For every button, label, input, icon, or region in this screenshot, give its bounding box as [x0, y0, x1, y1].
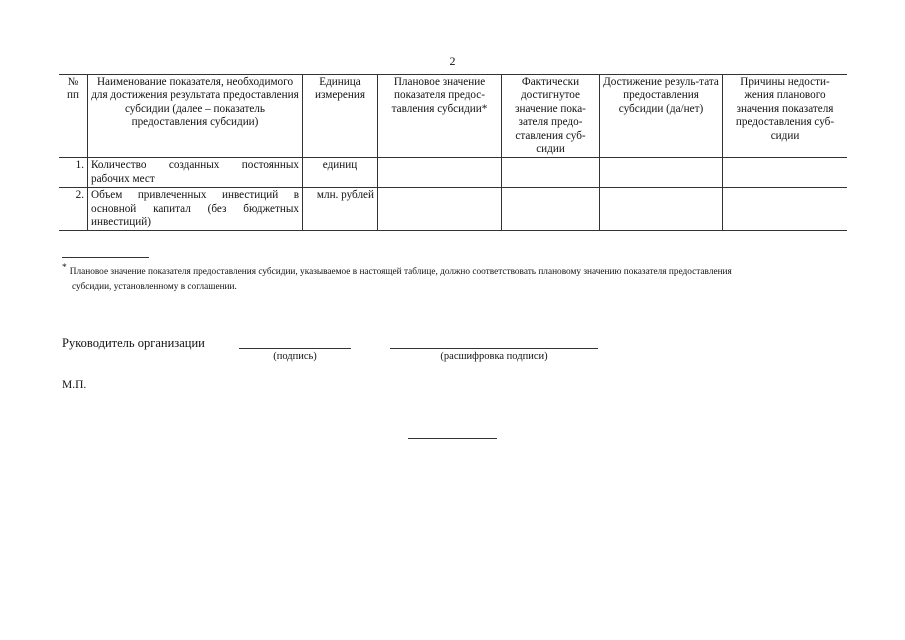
page-number: 2 [449, 54, 456, 68]
row-indicator-name: Объем привлеченных инвестиций в основной капитал (без бюджетных инвестиций) [88, 188, 303, 231]
header-reasons: Причины недости-жения планового значения показателя предоставления суб-сидии [723, 75, 848, 158]
row-unit: млн. рублей [303, 188, 378, 231]
header-planned-value: Плановое значение показателя предос-тавления субсидии* [378, 75, 502, 158]
signature-decoding-line[interactable] [390, 348, 598, 349]
row-achievement[interactable] [600, 158, 723, 188]
header-actual-value: Фактически достигнутое значение пока-зателя предо-ставления суб-сидии [502, 75, 600, 158]
table-row [59, 188, 847, 231]
table-header-row [59, 75, 847, 158]
row-actual-value[interactable] [502, 188, 600, 231]
footnote [62, 261, 852, 295]
footnote-separator [62, 257, 149, 258]
row-indicator-name: Количество созданных постоянных рабочих мест [88, 158, 303, 188]
footnote-text-line2: субсидии, установленному в соглашении. [72, 282, 237, 293]
row-reasons[interactable] [723, 188, 848, 231]
signature-line[interactable] [239, 348, 351, 349]
row-number: 2. [59, 188, 88, 231]
table-row [59, 158, 847, 188]
footnote-mark: * [62, 263, 67, 273]
signature-decoding-caption: (расшифровка подписи) [440, 351, 548, 362]
indicators-table [59, 74, 847, 231]
row-planned-value[interactable] [378, 188, 502, 231]
row-planned-value[interactable] [378, 158, 502, 188]
signature-caption: (подпись) [273, 351, 317, 362]
end-separator [408, 438, 497, 439]
row-unit: единиц [303, 158, 378, 188]
stamp-place: М.П. [62, 379, 87, 391]
header-indicator-name: Наименование показателя, необходимого для достижения результата предоставления субсидии (далее – показатель предоставления субсидии) [88, 75, 303, 158]
header-number: № пп [59, 75, 88, 158]
row-reasons[interactable] [723, 158, 848, 188]
footnote-text-line1: Плановое значение показателя предоставления субсидии, указываемое в настоящей таблице, должно соответствовать плановому значению показателя предоставления [69, 267, 732, 278]
row-achievement[interactable] [600, 188, 723, 231]
signature-label: Руководитель организации [62, 336, 205, 350]
header-unit: Единица измерения [303, 75, 378, 158]
row-number: 1. [59, 158, 88, 188]
header-achievement: Достижение резуль-тата предоставления субсидии (да/нет) [600, 75, 723, 158]
row-actual-value[interactable] [502, 158, 600, 188]
